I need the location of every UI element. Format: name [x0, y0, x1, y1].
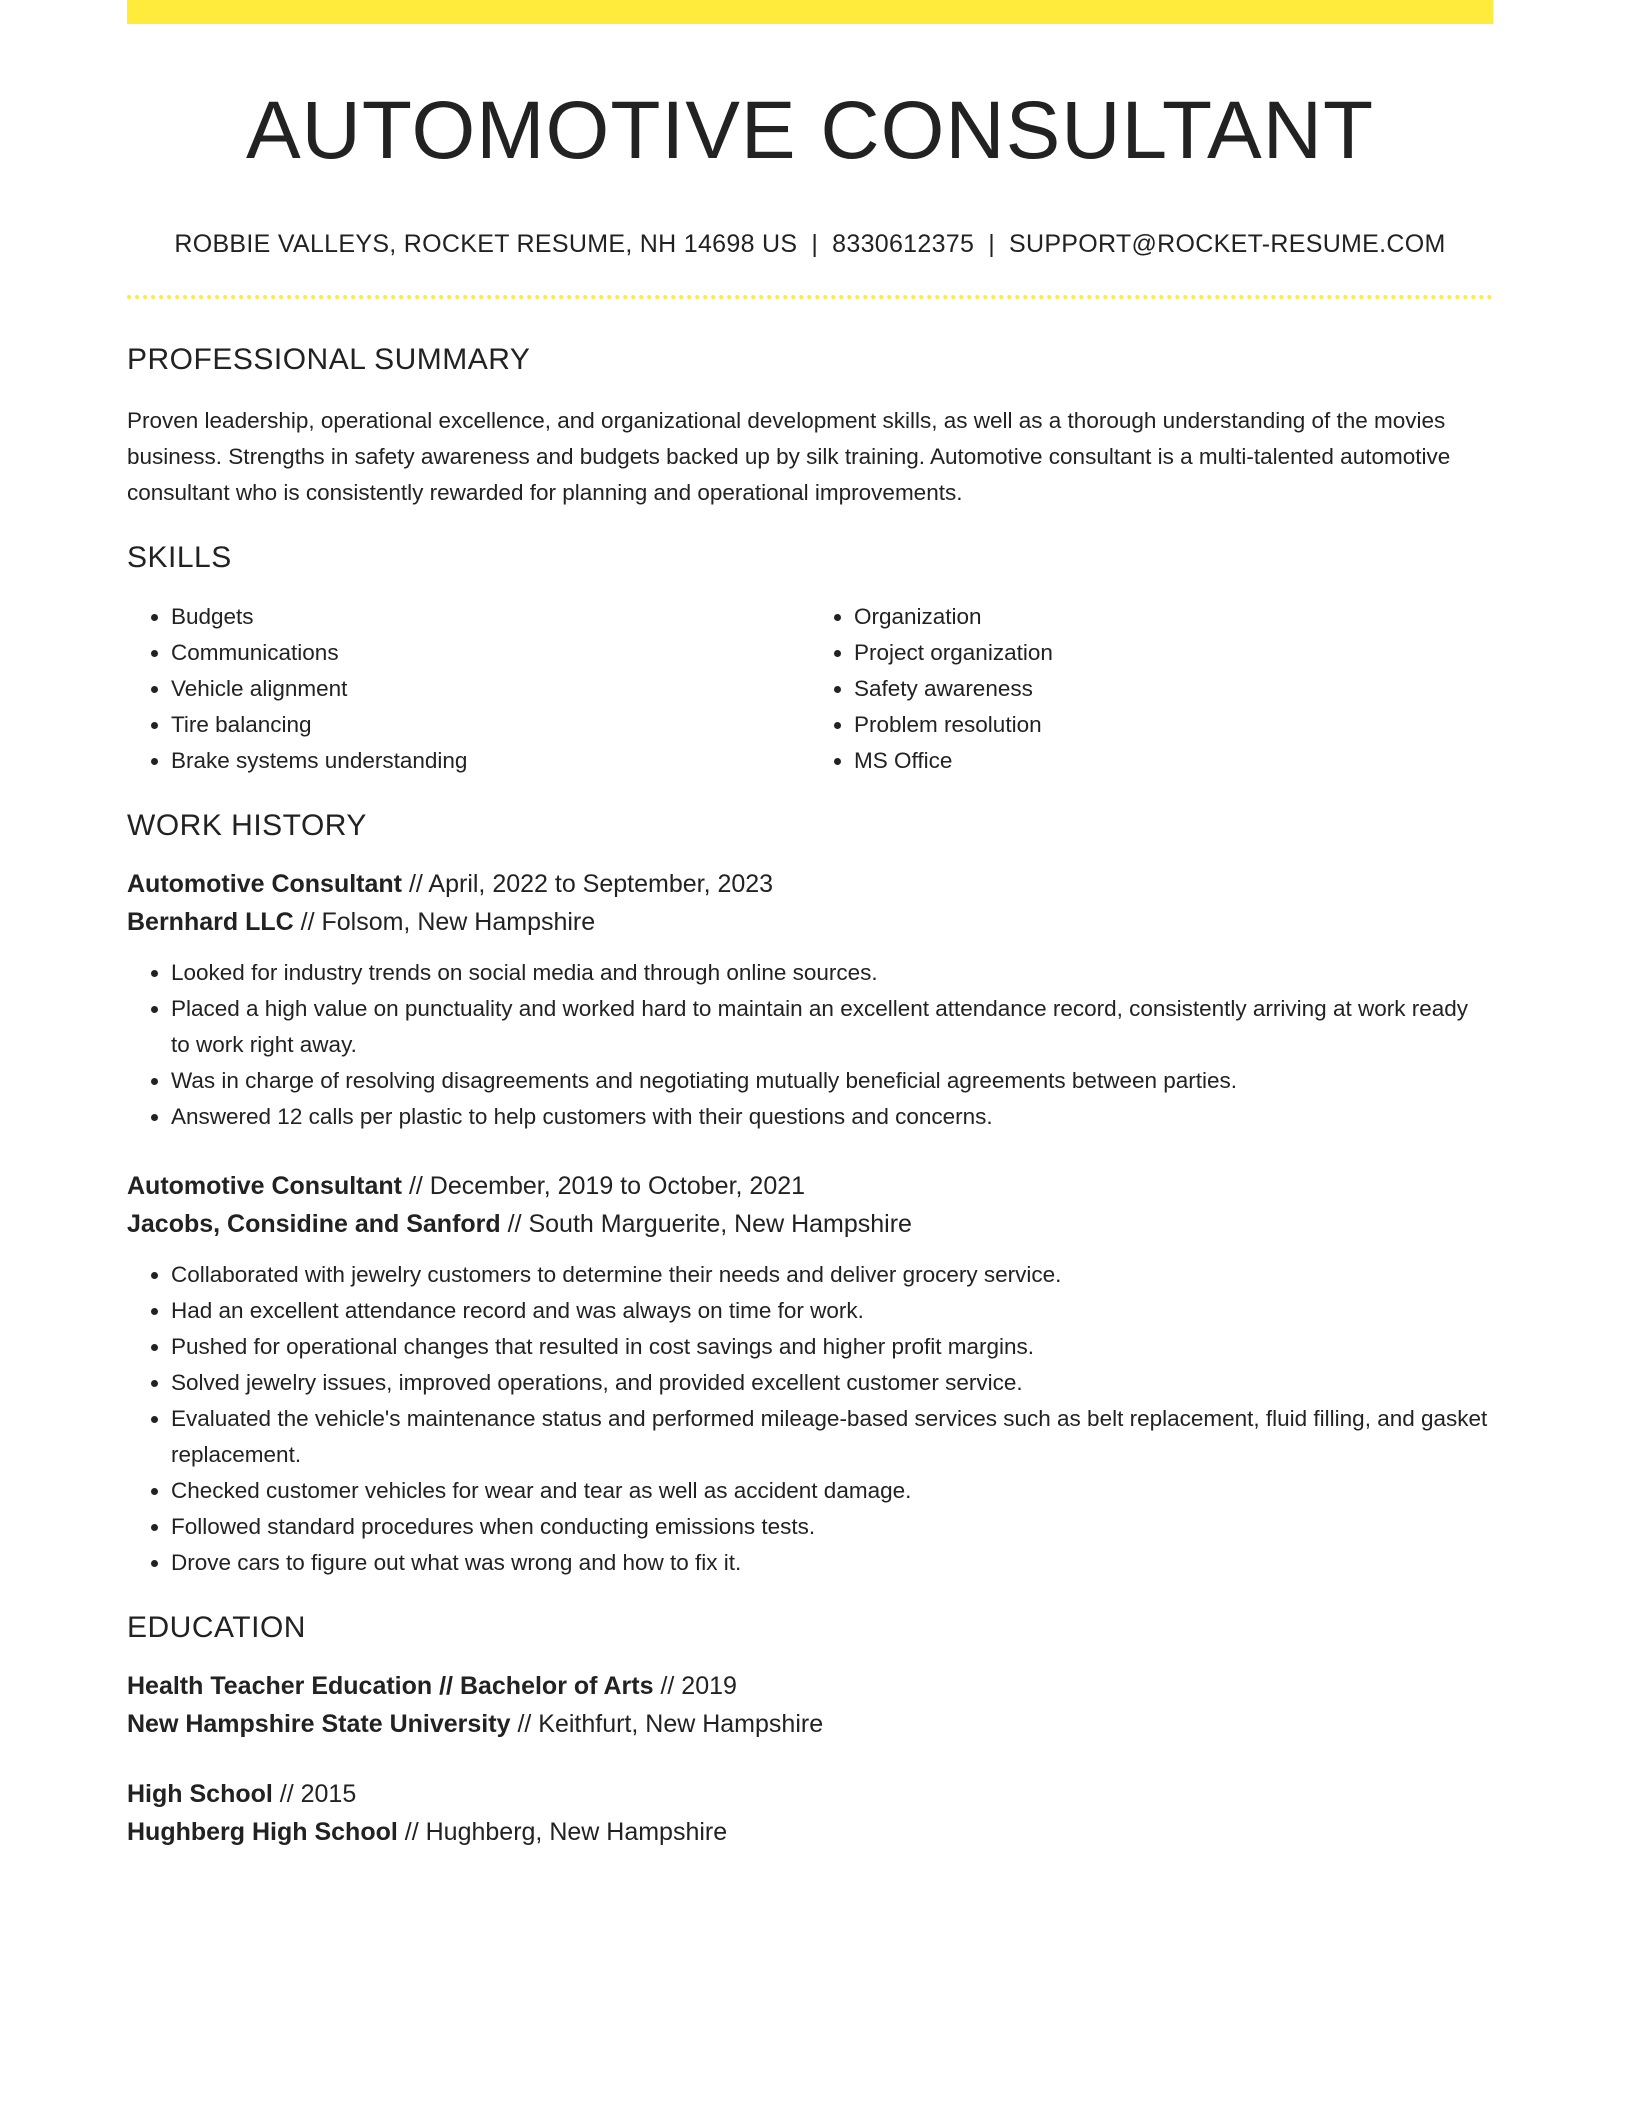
- education-location: // Keithfurt, New Hampshire: [517, 1710, 824, 1739]
- job-entry: [127, 1167, 1493, 1581]
- dotted-divider: [127, 295, 1493, 299]
- skill-item: • Tire balancing: [171, 707, 810, 743]
- resume-title: AUTOMOTIVE CONSULTANT: [245, 85, 1375, 176]
- job-dates: // December, 2019 to October, 2021: [408, 1172, 806, 1201]
- skills-list-left: [127, 599, 810, 779]
- education-heading: EDUCATION: [127, 1611, 306, 1645]
- work-history-heading: WORK HISTORY: [127, 809, 367, 843]
- summary-heading: PROFESSIONAL SUMMARY: [127, 343, 531, 377]
- job-bullet: • Pushed for operational changes that resulted in cost savings and higher profit margins.: [171, 1329, 1493, 1365]
- skill-item: • Problem resolution: [854, 707, 1493, 743]
- contact-separator: |: [811, 230, 819, 259]
- job-company-line: [127, 1205, 1493, 1243]
- summary-text: Proven leadership, operational excellence, and organizational development skills, as well as a thorough understanding of the movies business. Strengths in safety awareness and budgets backed up by silk training. Automotive consultant is a multi-talented automotive consultant who is consistently rewarded for planning and operational improvements.: [127, 408, 1451, 506]
- job-bullet: • Solved jewelry issues, improved operations, and provided excellent customer service.: [171, 1365, 1493, 1401]
- job-location: // South Marguerite, New Hampshire: [507, 1210, 912, 1239]
- education-degree-line: [127, 1667, 1493, 1705]
- job-title: Automotive Consultant: [127, 870, 402, 899]
- education-degree: High School: [127, 1780, 273, 1809]
- contact-line: [127, 230, 1493, 259]
- job-bullet: • Placed a high value on punctuality and worked hard to maintain an excellent attendance record, consistently arriving at work ready to work right away.: [171, 991, 1493, 1063]
- contact-separator: |: [988, 230, 995, 259]
- job-company: Jacobs, Considine and Sanford: [127, 1210, 501, 1239]
- skill-item: • Organization: [854, 599, 1493, 635]
- contact-phone: 8330612375: [832, 230, 975, 259]
- education-year: // 2015: [279, 1780, 357, 1809]
- education-entry: [127, 1667, 1493, 1743]
- education-degree-line: [127, 1775, 1493, 1813]
- accent-top-bar: [127, 0, 1493, 24]
- skill-item: • Project organization: [854, 635, 1493, 671]
- job-company-line: [127, 903, 1493, 941]
- skill-item: • Safety awareness: [854, 671, 1493, 707]
- job-bullets: [127, 955, 1493, 1135]
- job-bullets: [127, 1257, 1493, 1581]
- skills-list-right: [810, 599, 1493, 779]
- skill-item: • Communications: [171, 635, 810, 671]
- skill-item: • Vehicle alignment: [171, 671, 810, 707]
- education-entry: [127, 1775, 1493, 1851]
- job-bullet: • Drove cars to figure out what was wrong and how to fix it.: [171, 1545, 1493, 1581]
- education-school-line: [127, 1705, 1493, 1743]
- job-bullet: • Answered 12 calls per plastic to help customers with their questions and concerns.: [171, 1099, 1493, 1135]
- job-bullet: • Followed standard procedures when conducting emissions tests.: [171, 1509, 1493, 1545]
- skill-item: • Brake systems understanding: [171, 743, 810, 779]
- job-title: Automotive Consultant: [127, 1172, 402, 1201]
- job-bullet: • Checked customer vehicles for wear and tear as well as accident damage.: [171, 1473, 1493, 1509]
- job-entry: [127, 865, 1493, 1135]
- job-bullet: • Had an excellent attendance record and was always on time for work.: [171, 1293, 1493, 1329]
- skills-columns: [127, 599, 1493, 779]
- job-dates: // April, 2022 to September, 2023: [408, 870, 774, 899]
- skill-item: • MS Office: [854, 743, 1493, 779]
- resume-page: [127, 0, 1493, 1851]
- job-title-line: [127, 865, 1493, 903]
- education-school: Hughberg High School: [127, 1818, 398, 1847]
- job-bullet: • Collaborated with jewelry customers to determine their needs and deliver grocery service.: [171, 1257, 1493, 1293]
- job-bullet: • Evaluated the vehicle's maintenance status and performed mileage-based services such as belt replacement, fluid filling, and gasket replacement.: [171, 1401, 1493, 1473]
- education-degree: Health Teacher Education // Bachelor of Arts: [127, 1672, 654, 1701]
- contact-address: ROBBIE VALLEYS, ROCKET RESUME, NH 14698 US: [174, 230, 798, 259]
- education-school-line: [127, 1813, 1493, 1851]
- skill-item: • Budgets: [171, 599, 810, 635]
- job-company: Bernhard LLC: [127, 908, 294, 937]
- contact-email: SUPPORT@ROCKET-RESUME.COM: [1009, 230, 1446, 259]
- job-location: // Folsom, New Hampshire: [300, 908, 596, 937]
- education-location: // Hughberg, New Hampshire: [404, 1818, 728, 1847]
- skills-heading: SKILLS: [127, 541, 232, 575]
- job-bullet: • Looked for industry trends on social media and through online sources.: [171, 955, 1493, 991]
- education-school: New Hampshire State University: [127, 1710, 511, 1739]
- job-bullet: • Was in charge of resolving disagreements and negotiating mutually beneficial agreements between parties.: [171, 1063, 1493, 1099]
- job-title-line: [127, 1167, 1493, 1205]
- education-year: // 2019: [660, 1672, 737, 1701]
